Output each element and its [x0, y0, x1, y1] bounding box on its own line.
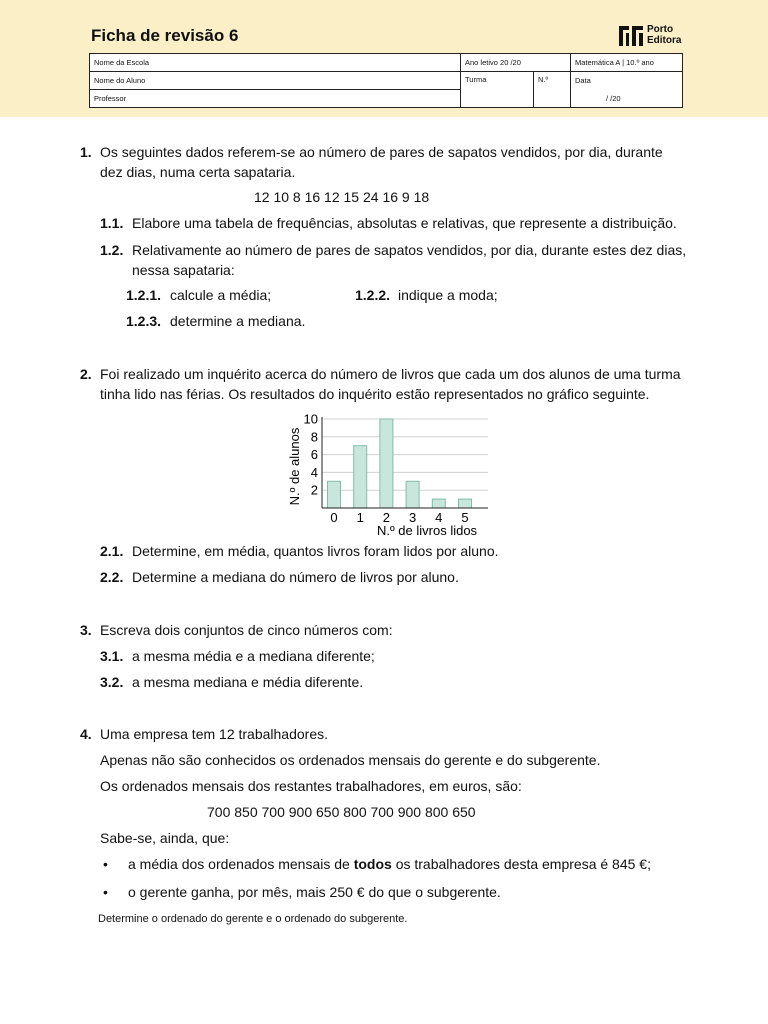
- q1-2-2-text: indique a moda;: [398, 287, 498, 303]
- field-data[interactable]: Data: [571, 72, 683, 90]
- field-data-value[interactable]: / /20: [571, 90, 683, 108]
- q2-text-a: Foi realizado um inquérito acerca do número de livros que cada um dos alunos de uma turma: [100, 366, 681, 382]
- bullet-icon: •: [103, 856, 108, 872]
- q1-1-text: Elabore uma tabela de frequências, absolutas e relativas, que represente a distribuição.: [132, 215, 677, 231]
- q1-2-text-a: Relativamente ao número de pares de sapatos vendidos, por dia, durante estes dez dias,: [132, 242, 687, 258]
- field-escola[interactable]: Nome da Escola: [90, 54, 461, 72]
- bar-5: [459, 499, 472, 508]
- field-numero[interactable]: N.º: [534, 72, 571, 108]
- q4-data-values: 700 850 700 900 650 800 700 900 800 650: [207, 804, 476, 820]
- q4-text-d: Sabe-se, ainda, que:: [100, 830, 230, 846]
- q3-2-text: a mesma mediana e média diferente.: [132, 674, 364, 690]
- y-tick-label-4: 4: [310, 464, 318, 480]
- bullet-icon: •: [103, 884, 108, 900]
- y-tick-label-2: 2: [310, 482, 318, 498]
- header-band: [0, 0, 768, 117]
- q4-bullet-1-post: os trabalhadores desta empresa é 845 €;: [391, 856, 651, 872]
- q1-2-1-number: 1.2.1.: [126, 287, 162, 303]
- chart-grid: [322, 419, 488, 490]
- q1-2-3-text: determine a mediana.: [170, 313, 306, 329]
- chart-bars: [328, 419, 472, 508]
- q1-1-number: 1.1.: [100, 215, 124, 231]
- q1-number: 1.: [80, 144, 92, 160]
- q4-text-b: Apenas não são conhecidos os ordenados mensais do gerente e do subgerente.: [100, 752, 601, 768]
- q4-bullet-1-pre: a média dos ordenados mensais de: [128, 856, 354, 872]
- q4-bullet-2: o gerente ganha, por mês, mais 250 € do que o subgerente.: [128, 884, 501, 900]
- field-professor[interactable]: Professor: [90, 90, 461, 108]
- bar-0: [328, 481, 341, 508]
- bar-2: [380, 419, 393, 508]
- logo-mark-icon: [619, 26, 643, 46]
- q2-number: 2.: [80, 366, 92, 382]
- q1-2-2-number: 1.2.2.: [355, 287, 391, 303]
- logo-text-line1: Porto: [647, 24, 674, 35]
- x-tick-label-1: 1: [356, 510, 364, 525]
- logo-text-line2: Editora: [647, 35, 682, 46]
- bar-1: [354, 446, 367, 508]
- y-tick-label-10: 10: [303, 411, 318, 427]
- chart-y-ticks: [304, 412, 318, 498]
- q1-text-a: Os seguintes dados referem-se ao número de pares de sapatos vendidos, por dia, durante: [100, 144, 663, 160]
- field-aluno[interactable]: Nome do Aluno: [90, 72, 461, 90]
- q1-2-1-text: calcule a média;: [170, 287, 272, 303]
- q4-bullet-1: [128, 856, 651, 873]
- x-tick-label-4: 4: [435, 510, 443, 525]
- q1-data-values: 12 10 8 16 12 15 24 16 9 18: [254, 189, 430, 205]
- q2-text-b: tinha lido nas férias. Os resultados do inquérito estão representados no gráfico seguinte.: [100, 386, 650, 402]
- q1-2-3-number: 1.2.3.: [126, 313, 162, 329]
- x-tick-label-0: 0: [330, 510, 338, 525]
- q3-1-text: a mesma média e a mediana diferente;: [132, 648, 375, 664]
- q3-text: Escreva dois conjuntos de cinco números com:: [100, 622, 393, 638]
- bar-chart: [0, 410, 768, 540]
- field-ano-letivo[interactable]: Ano letivo 20 /20: [461, 54, 571, 72]
- q4-bullet-1-bold: todos: [353, 856, 392, 872]
- bar-3: [406, 481, 419, 508]
- chart-x-label: N.º de livros lidos: [376, 523, 478, 538]
- x-tick-label-2: 2: [382, 510, 391, 525]
- q1-2-text-b: nessa sapataria:: [132, 262, 235, 278]
- q4-number: 4.: [80, 726, 92, 742]
- y-tick-label-8: 8: [310, 429, 318, 445]
- q3-2-number: 3.2.: [100, 674, 124, 690]
- bar-4: [432, 499, 445, 508]
- q4-text-a: Uma empresa tem 12 trabalhadores.: [100, 726, 328, 742]
- student-info-table: [89, 53, 683, 108]
- q2-2-text: Determine a mediana do número de livros por aluno.: [132, 569, 459, 585]
- q2-1-number: 2.1.: [100, 543, 124, 559]
- q1-text-b: dez dias, numa certa sapataria.: [100, 164, 296, 180]
- q2-1-text: Determine, em média, quantos livros foram lidos por aluno.: [132, 543, 499, 559]
- q1-2-number: 1.2.: [100, 242, 124, 258]
- q3-1-number: 3.1.: [100, 648, 124, 664]
- field-turma[interactable]: Turma: [461, 72, 534, 108]
- y-tick-label-6: 6: [310, 447, 318, 463]
- q4-final-instruction: Determine o ordenado do gerente e o ordenado do subgerente.: [98, 913, 408, 925]
- q2-2-number: 2.2.: [100, 569, 124, 585]
- chart-y-label: N.º de alunos: [287, 427, 302, 506]
- x-tick-label-5: 5: [461, 510, 469, 525]
- q3-number: 3.: [80, 622, 92, 638]
- q4-text-c: Os ordenados mensais dos restantes trabalhadores, em euros, são:: [100, 778, 522, 794]
- page-title: Ficha de revisão 6: [91, 26, 239, 45]
- field-disciplina: Matemática A | 10.º ano: [571, 54, 683, 72]
- x-tick-label-3: 3: [408, 510, 417, 525]
